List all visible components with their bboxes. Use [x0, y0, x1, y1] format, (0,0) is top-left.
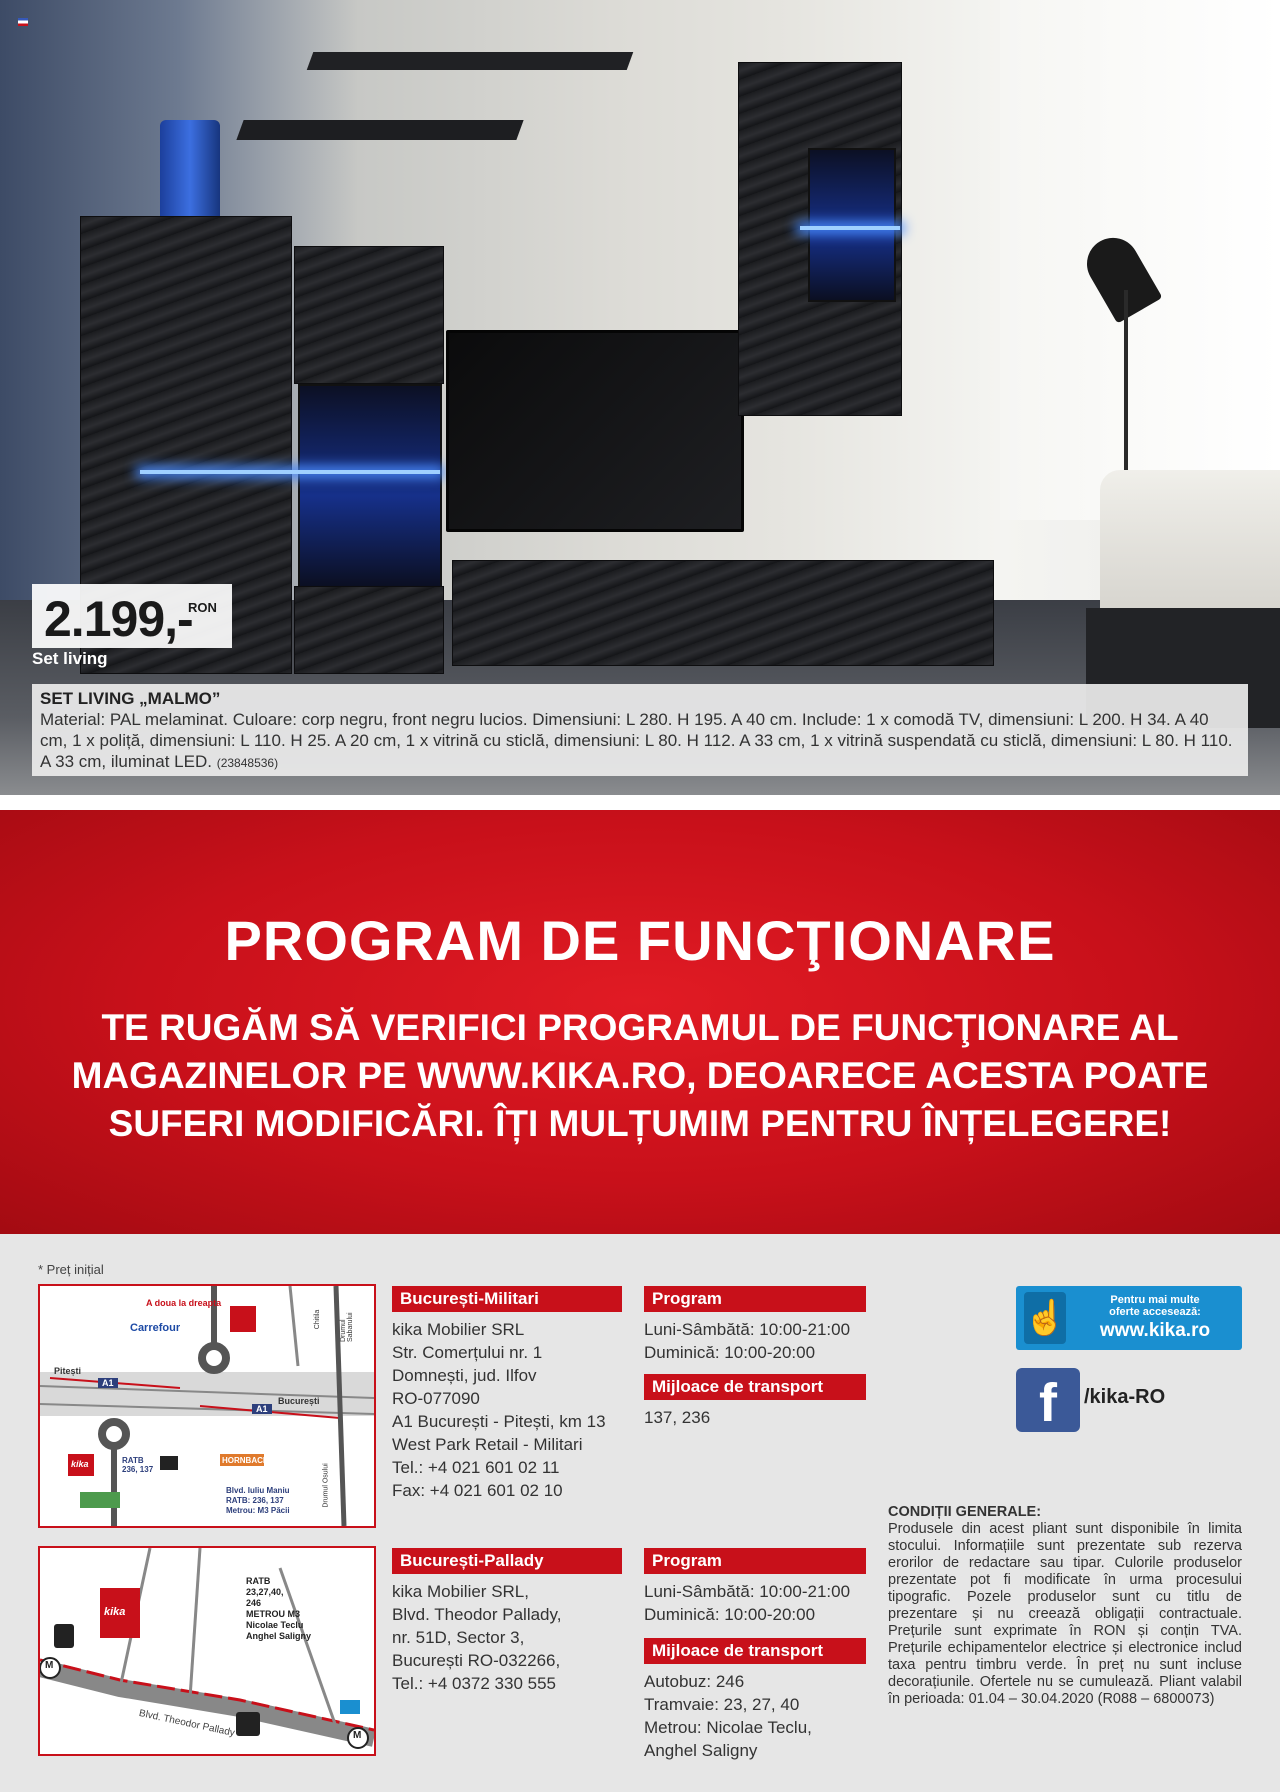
kika-button-line2: oferte accesează: [1109, 1306, 1201, 1318]
product-description: Material: PAL melaminat. Culoare: corp negru, front negru lucios. Dimensiuni: L 280. H 195. A 40 cm. Include: 1 x comodă TV, dimensiuni: L 200. H 34. A 40 cm, 1 x poliță, dimensiuni: L 110. H 25. A 20 cm, 1 x vitrină cu sticlă, dimensiuni: L 80. H 112. A 33 cm, 1 x vitrină suspendată cu sticlă, dimensiuni: L 80. H 110. A 33 cm, iluminat LED. [40, 710, 1233, 771]
conditions-title: CONDIȚII GENERALE: [888, 1504, 1042, 1520]
led-light [140, 470, 440, 474]
store1-address [392, 1318, 632, 1502]
product-title: SET LIVING „MALMO” [40, 689, 221, 708]
left-vitrine-bottom [294, 586, 444, 674]
map1-label-7: HORNBACH [222, 1456, 269, 1465]
left-vitrine-glass [298, 384, 442, 588]
map1-label-4: București [278, 1396, 320, 1406]
banner-title: PROGRAM DE FUNCŢIONARE [224, 909, 1056, 972]
map1-label-2: Pitești [54, 1366, 82, 1376]
led-light-right [800, 226, 900, 230]
map2-label-5: Anghel Saligny [246, 1631, 312, 1641]
store1-program [644, 1318, 874, 1364]
store2-address [392, 1580, 632, 1695]
store2-name: București-Pallady [392, 1548, 622, 1574]
map-militari [38, 1284, 376, 1528]
kika-website-button[interactable] [1016, 1286, 1242, 1350]
product-code: (23848536) [216, 756, 279, 770]
store2-phone: Tel.: +4 0372 330 555 [392, 1674, 556, 1693]
tv-unit [452, 560, 994, 666]
store1-name: București-Militari [392, 1286, 622, 1312]
store1-address-line: West Park Retail - Militari [392, 1435, 583, 1454]
hand-pointer-icon: ☝ [1024, 1292, 1066, 1344]
store1-phone: Tel.: +4 021 601 02 11 [392, 1458, 560, 1477]
store1-program-title: Program [644, 1286, 866, 1312]
price-note: * Preț inițial [38, 1262, 104, 1277]
store2-program-line: Duminică: 10:00-20:00 [644, 1605, 816, 1624]
store1-address-line: RO-077090 [392, 1389, 480, 1408]
store2-address-line: nr. 51D, Sector 3, [392, 1628, 525, 1647]
map1-label-8: Blvd. Iuliu Maniu [226, 1486, 290, 1495]
map2-label-3: METROU M3 [246, 1609, 300, 1619]
store1-address-line: A1 București - Pitești, km 13 [392, 1412, 606, 1431]
general-conditions [888, 1504, 1242, 1708]
store2-transport-line: Tramvaie: 23, 27, 40 [644, 1695, 800, 1714]
store2-program [644, 1580, 874, 1626]
store2-transport-line: Autobuz: 246 [644, 1672, 745, 1691]
store2-program-title: Program [644, 1548, 866, 1574]
store2-transport-title: Mijloace de transport [644, 1638, 866, 1664]
kika-url[interactable]: www.kika.ro [1099, 1320, 1211, 1341]
map2-label-4: Nicolae Teclu [246, 1620, 304, 1630]
map1-label-12: Drumul Osului [322, 1463, 330, 1508]
store2-transport [644, 1670, 874, 1762]
hero-photo [0, 0, 1280, 795]
left-vitrine-top [294, 246, 444, 384]
store2-address-line: București RO-032266, [392, 1651, 561, 1670]
tv [446, 330, 744, 532]
flag-icon [18, 18, 28, 26]
right-vitrine-glass [808, 148, 896, 302]
store1-transport: 137, 236 [644, 1408, 711, 1427]
map2-label-8: M [45, 1660, 54, 1671]
store2-address-line: Blvd. Theodor Pallady, [392, 1605, 562, 1624]
facebook-icon[interactable]: f [1016, 1368, 1080, 1432]
product-description-box [32, 684, 1248, 776]
store1-transport-title: Mijloace de transport [644, 1374, 866, 1400]
banner-text: TE RUGĂM SĂ VERIFICI PROGRAMUL DE FUNCŢIONARE AL MAGAZINELOR PE WWW.KIKA.RO, DEOARECE ACESTA POATE SUFERI MODIFICĂRI. ÎȚI MULȚUMIM PENTRU ÎNȚELEGERE! [71, 1007, 1209, 1144]
map2-transport-labels [246, 1576, 311, 1642]
map1-label-3: A1 [98, 1378, 118, 1388]
facebook-label[interactable]: /kika-RO [1084, 1386, 1166, 1408]
store1-program-line: Luni-Sâmbătă: 10:00-21:00 [644, 1320, 851, 1339]
store2-program-line: Luni-Sâmbătă: 10:00-21:00 [644, 1582, 851, 1601]
conditions-text: Produsele din acest pliant sunt disponibile în limita stocului. Informațiile sunt prezentate sub rezerva erorilor de redactare sau tipar. Culorile produselor prezentate pot fi modificate în urma procesului tipografic. Pozele produselor sunt cu titlu de prezentare și nu creează obligații contractuale. Prețurile sunt exprimate în RON și conțin TVA. Prețurile echipamentelor electrice și electronice includ taxa pentru timbru verde. În preț nu sunt incluse decorațiunile. Ofertele nu se cumulează. Pliant valabil în perioada: 01.04 – 30.04.2020 (R088 – 6800073) [888, 1521, 1242, 1707]
kika-button-line1: Pentru mai multe [1110, 1294, 1200, 1306]
map-pallady [38, 1546, 376, 1756]
price-currency: RON [188, 600, 217, 615]
store2-address-line: kika Mobilier SRL, [392, 1582, 529, 1601]
kika-button-caption [1072, 1294, 1238, 1318]
store1-program-line: Duminică: 10:00-20:00 [644, 1343, 816, 1362]
map2-label-1: 23,27,40, [246, 1587, 284, 1597]
map2-label-0: RATB [246, 1576, 271, 1586]
map2-label-6: Blvd. Theodor Pallady [137, 1707, 236, 1740]
map2-label-2: 246 [246, 1598, 262, 1608]
wall-shelf [307, 52, 634, 70]
map1-label-9: RATB: 236, 137 [226, 1496, 284, 1505]
map1-label-6: RATB 236, 137 [122, 1456, 154, 1474]
store1-address-line: Str. Comerțului nr. 1 [392, 1343, 543, 1362]
store1-address-line: Domnești, jud. Ilfov [392, 1366, 537, 1385]
map1-label-5: A1 [252, 1404, 272, 1414]
map2-label-9: M [353, 1730, 362, 1741]
price-label: Set living [32, 649, 108, 668]
store1-fax: Fax: +4 021 601 02 10 [392, 1481, 563, 1500]
price-value: 2.199,- [44, 591, 193, 647]
sofa [1100, 470, 1280, 610]
map1-label-1: Carrefour [130, 1322, 181, 1334]
wall-shelf-lower [236, 120, 523, 140]
map1-label-0: A doua la dreapta [146, 1298, 222, 1308]
map1-label-10: Metrou: M3 Păcii [226, 1506, 290, 1515]
store2-transport-line: Anghel Saligny [644, 1741, 758, 1760]
map2-label-7: kika [104, 1606, 126, 1618]
map1-label-13: Drumul Sabarului [340, 1312, 354, 1342]
map1-label-11: Chitila [314, 1309, 322, 1330]
store1-address-line: kika Mobilier SRL [392, 1320, 525, 1339]
map1-label-14: kika [71, 1459, 89, 1469]
store2-transport-line: Metrou: Nicolae Teclu, [644, 1718, 812, 1737]
